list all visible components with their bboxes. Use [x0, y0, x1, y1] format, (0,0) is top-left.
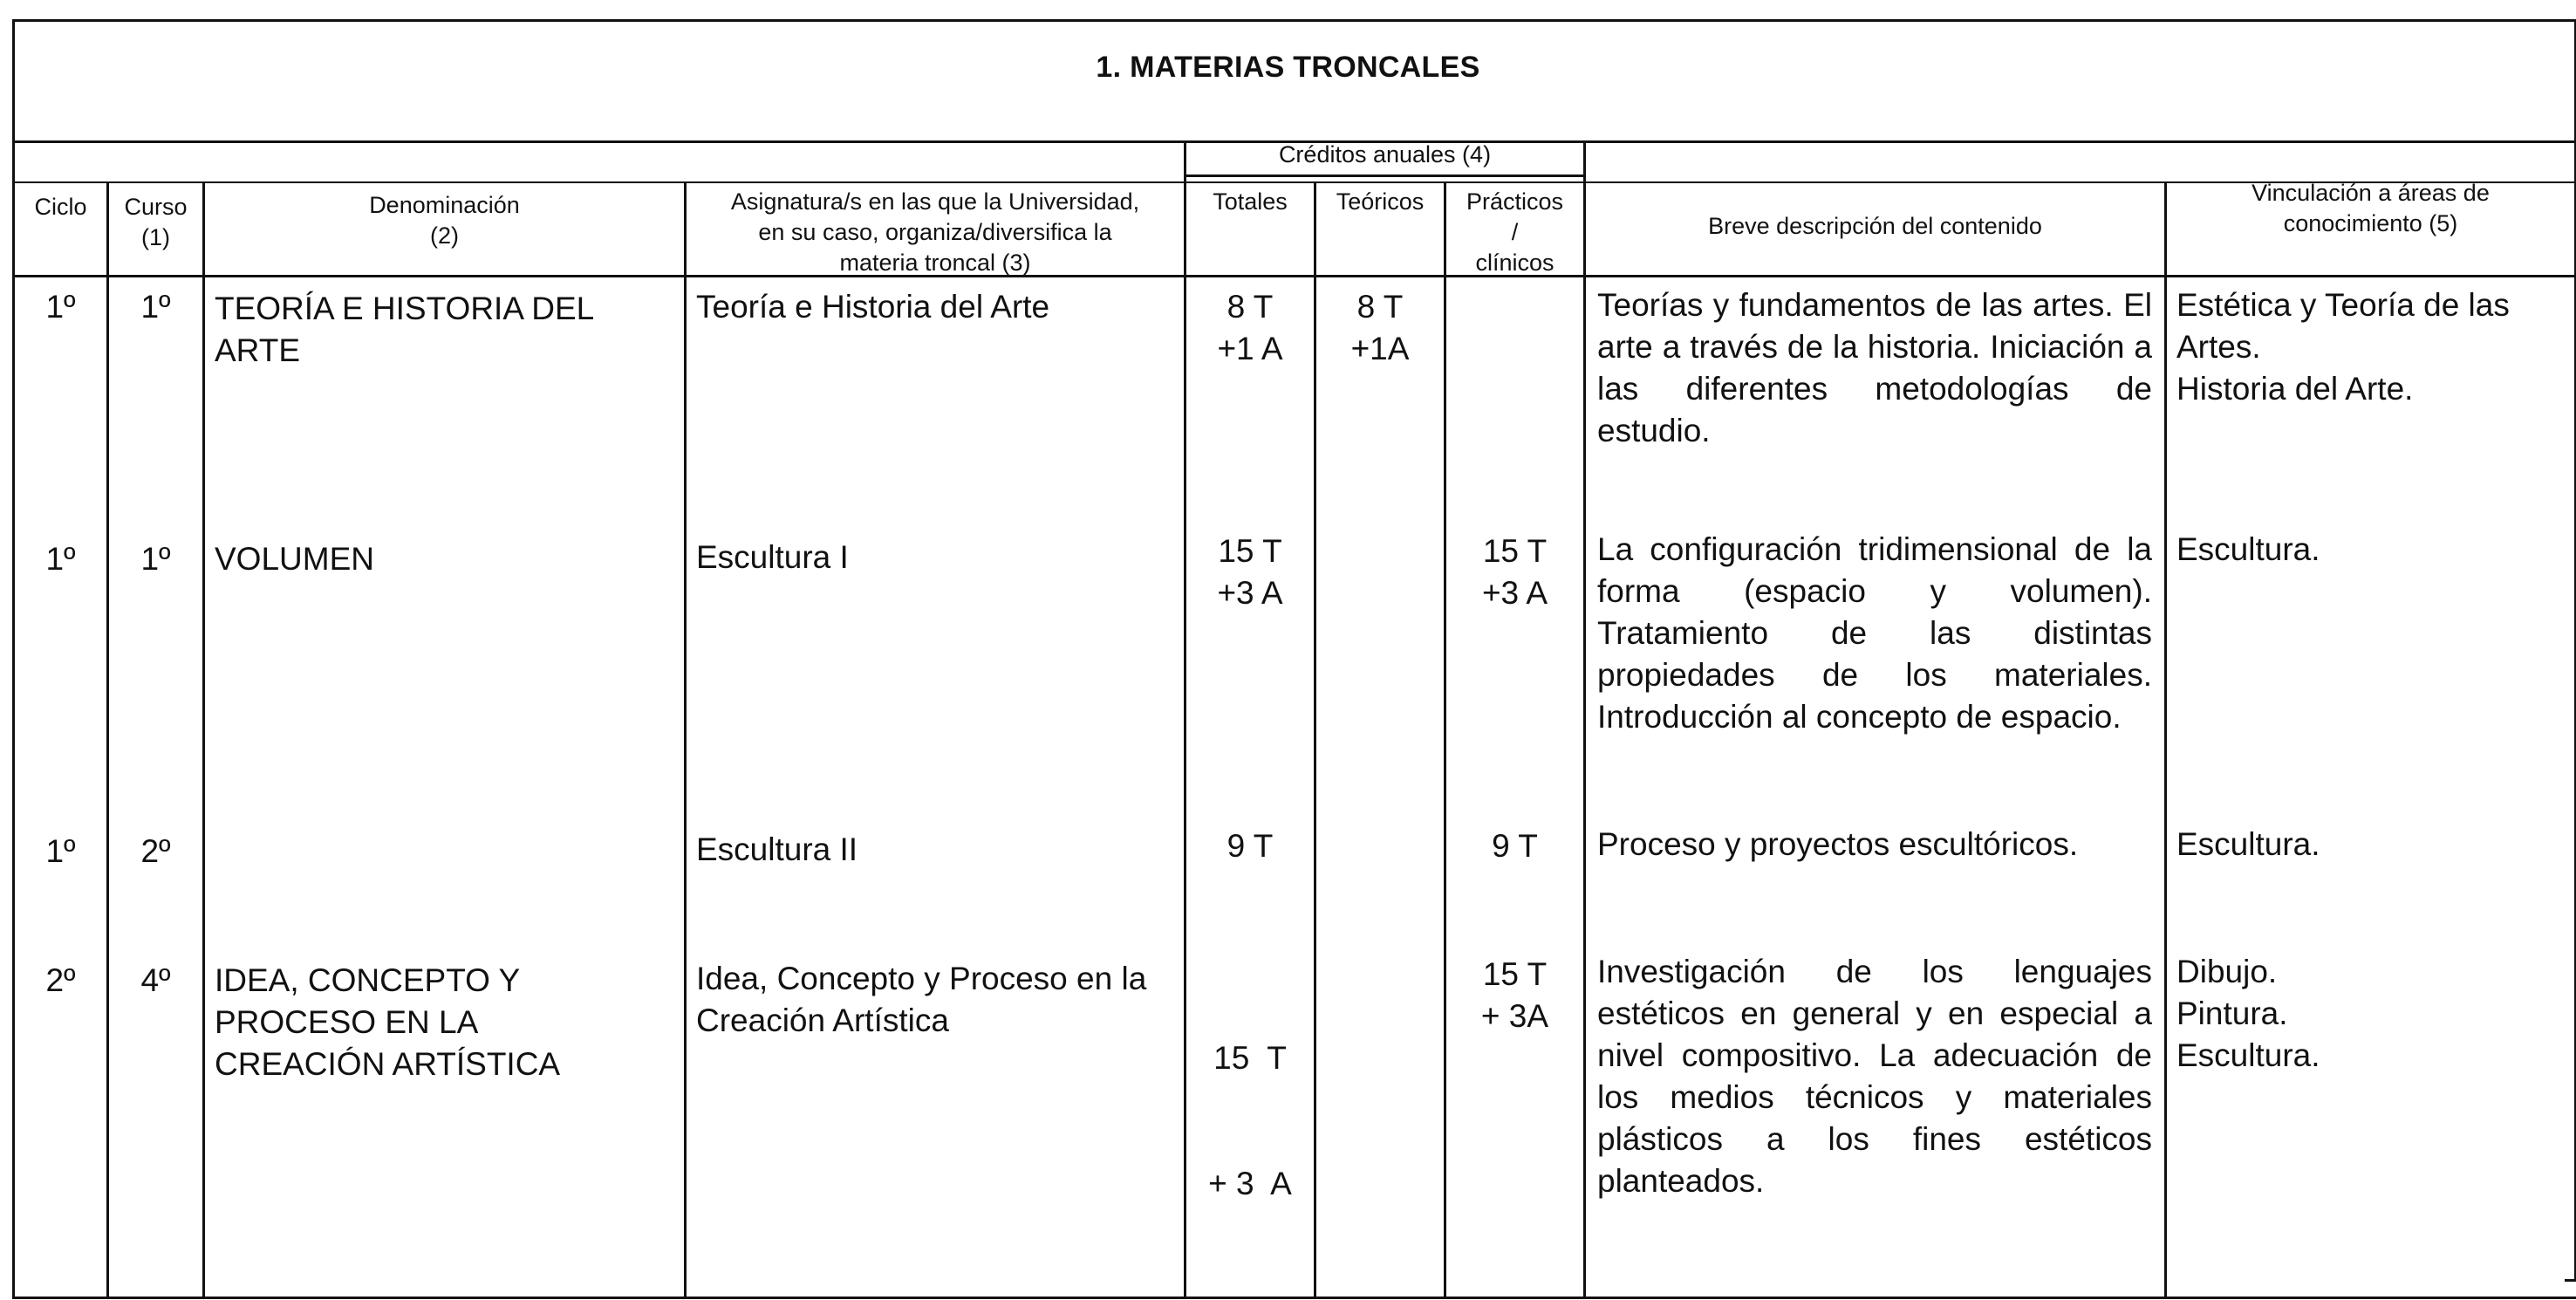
row4-denominacion: IDEA, CONCEPTO Y PROCESO EN LA CREACIÓN ARTÍSTICA [215, 962, 561, 1082]
header-asignaturas: Asignatura/s en las que la Universidad, en su caso, organiza/diversifica la materia troncal (3) [730, 188, 1140, 276]
row4-totales: 15 T + 3 A [1208, 1040, 1292, 1201]
row1-curso: 1º [140, 289, 171, 325]
row1-asignatura: Teoría e Historia del Arte [696, 289, 1050, 325]
row3-totales: 9 T [1227, 828, 1274, 864]
row1-teoricos: 8 T +1A [1350, 289, 1410, 366]
row4-asignatura: Idea, Concepto y Proceso en la Creación Artística [696, 961, 1147, 1038]
col-divider-denominacion [684, 181, 687, 1299]
header-ciclo: Ciclo [34, 194, 87, 220]
row4-ciclo: 2º [45, 962, 76, 998]
row3-practicos: 9 T [1492, 828, 1538, 864]
header-denominacion: Denominación (2) [369, 192, 520, 249]
row2-descripcion: La configuración tridimensional de la forma (espacio y volumen). Tratamiento de las distintas propiedades de los materiales. Introducción al concepto de espacio. [1597, 531, 2152, 735]
row1-vinculacion: Estética y Teoría de las Artes. Historia del Arte. [2176, 287, 2510, 407]
header-teoricos: Teóricos [1336, 188, 1425, 215]
header-curso: Curso (1) [124, 194, 188, 250]
row4-practicos: 15 T + 3A [1480, 956, 1549, 1034]
header-vinculacion: Vinculación a áreas de conocimiento (5) [2251, 180, 2490, 236]
row4-descripcion: Investigación de los lenguajes estéticos en general y en especial a nivel compositivo. La adecuación de los medios técnicos y materiales plásticos a los fines estéticos planteados. [1597, 954, 2152, 1199]
col-divider-descripcion [2164, 181, 2167, 1299]
col-divider-teoricos [1444, 181, 1446, 1299]
row1-descripcion: Teorías y fundamentos de las artes. El arte a través de la historia. Iniciación a las diferentes metodologías de estudio. [1597, 287, 2152, 448]
row4-vinculacion: Dibujo. Pintura. Escultura. [2176, 954, 2320, 1073]
col-divider-curso [202, 181, 205, 1299]
row2-vinculacion: Escultura. [2176, 531, 2320, 567]
header-totales: Totales [1213, 188, 1288, 215]
row4-curso: 4º [140, 962, 171, 998]
header-creditos: Créditos anuales (4) [1278, 141, 1492, 168]
row3-asignatura: Escultura II [696, 831, 858, 867]
row2-totales: 15 T +3 A [1217, 533, 1283, 611]
header-bottom-line [12, 275, 2576, 277]
row2-denominacion: VOLUMEN [215, 541, 374, 577]
creditos-underline [1184, 174, 1585, 177]
row3-descripcion: Proceso y proyectos escultóricos. [1597, 826, 2079, 862]
col-divider-practicos [1583, 140, 1586, 1299]
row2-practicos: 15 T +3 A [1481, 533, 1548, 611]
row1-totales: 8 T +1 A [1217, 289, 1283, 366]
row3-vinculacion: Escultura. [2176, 826, 2320, 862]
row3-ciclo: 1º [45, 833, 76, 869]
col-divider-ciclo [106, 181, 109, 1299]
header-practicos: Prácticos / clínicos [1466, 188, 1564, 276]
row1-ciclo: 1º [45, 289, 76, 325]
row3-curso: 2º [140, 833, 171, 869]
row2-asignatura: Escultura I [696, 539, 849, 575]
table-bottom-line [12, 1297, 2576, 1299]
row2-curso: 1º [140, 541, 171, 577]
header-descripcion: Breve descripción del contenido [1708, 213, 2042, 239]
row1-denominacion: TEORÍA E HISTORIA DEL ARTE [215, 291, 595, 368]
page-title: 1. MATERIAS TRONCALES [1096, 51, 1480, 84]
row2-ciclo: 1º [45, 541, 76, 577]
